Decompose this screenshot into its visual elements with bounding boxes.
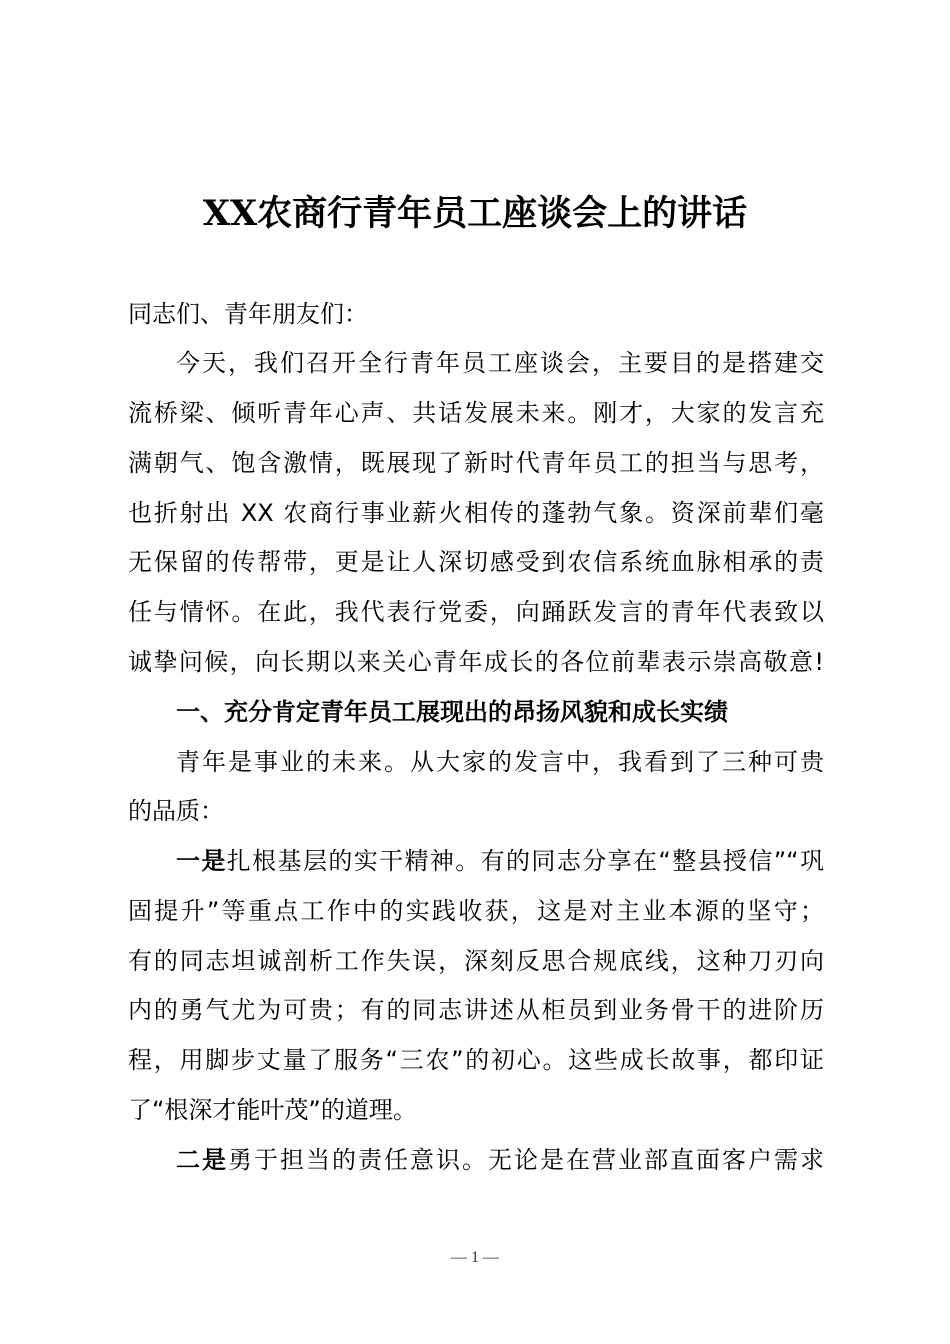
paragraph-line: 任与情怀。在此，我代表行党委，向踊跃发言的青年代表致以 bbox=[128, 598, 824, 626]
paragraph-line: 无保留的传帮带，更是让人深切感受到农信系统血脉相承的责 bbox=[128, 548, 824, 576]
point-two-first-line bbox=[176, 1135, 824, 1185]
paragraph-line: 有的同志坦诚剖析工作失误，深刻反思合规底线，这种刀刃向 bbox=[128, 947, 824, 975]
point-two-lead: 二是 bbox=[176, 1146, 228, 1174]
paragraph-line: 的品质： bbox=[128, 797, 224, 825]
paragraph-line: 程，用脚步丈量了服务“三农”的初心。这些成长故事，都印证 bbox=[128, 1046, 824, 1074]
point-two-text: 勇于担当的责任意识。无论是在营业部直面客户需求 bbox=[228, 1146, 824, 1174]
paragraph-line: 诚挚问候，向长期以来关心青年成长的各位前辈表示崇高敬意! bbox=[128, 648, 824, 676]
paragraph-line: 了“根深才能叶茂”的道理。 bbox=[128, 1096, 417, 1124]
paragraph-line: 流桥梁、倾听青年心声、共话发展未来。刚才，大家的发言充 bbox=[128, 399, 824, 427]
paragraph-line: 青年是事业的未来。从大家的发言中，我看到了三种可贵 bbox=[176, 748, 824, 776]
page-number: — 1 — bbox=[451, 1249, 499, 1266]
point-one-first-line bbox=[176, 836, 824, 886]
paragraph-line: 今天，我们召开全行青年员工座谈会，主要目的是搭建交 bbox=[176, 349, 824, 377]
paragraph-line: 固提升”等重点工作中的实践收获，这是对主业本源的坚守； bbox=[128, 897, 824, 925]
paragraph-line: 内的勇气尤为可贵；有的同志讲述从柜员到业务骨干的进阶历 bbox=[128, 996, 824, 1024]
salutation: 同志们、青年朋友们： bbox=[128, 300, 368, 328]
document-title: XX农商行青年员工座谈会上的讲话 bbox=[202, 193, 748, 234]
point-one-text: 扎根基层的实干精神。有的同志分享在“整县授信”“巩 bbox=[226, 847, 824, 875]
paragraph-line: 也折射出 XX 农商行事业薪火相传的蓬勃气象。资深前辈们毫 bbox=[128, 499, 824, 527]
point-one-lead: 一是 bbox=[176, 847, 227, 875]
paragraph-line: 满朝气、饱含激情，既展现了新时代青年员工的担当与思考， bbox=[128, 449, 824, 477]
section-heading: 一、充分肯定青年员工展现出的昂扬风貌和成长实绩 bbox=[176, 698, 728, 726]
